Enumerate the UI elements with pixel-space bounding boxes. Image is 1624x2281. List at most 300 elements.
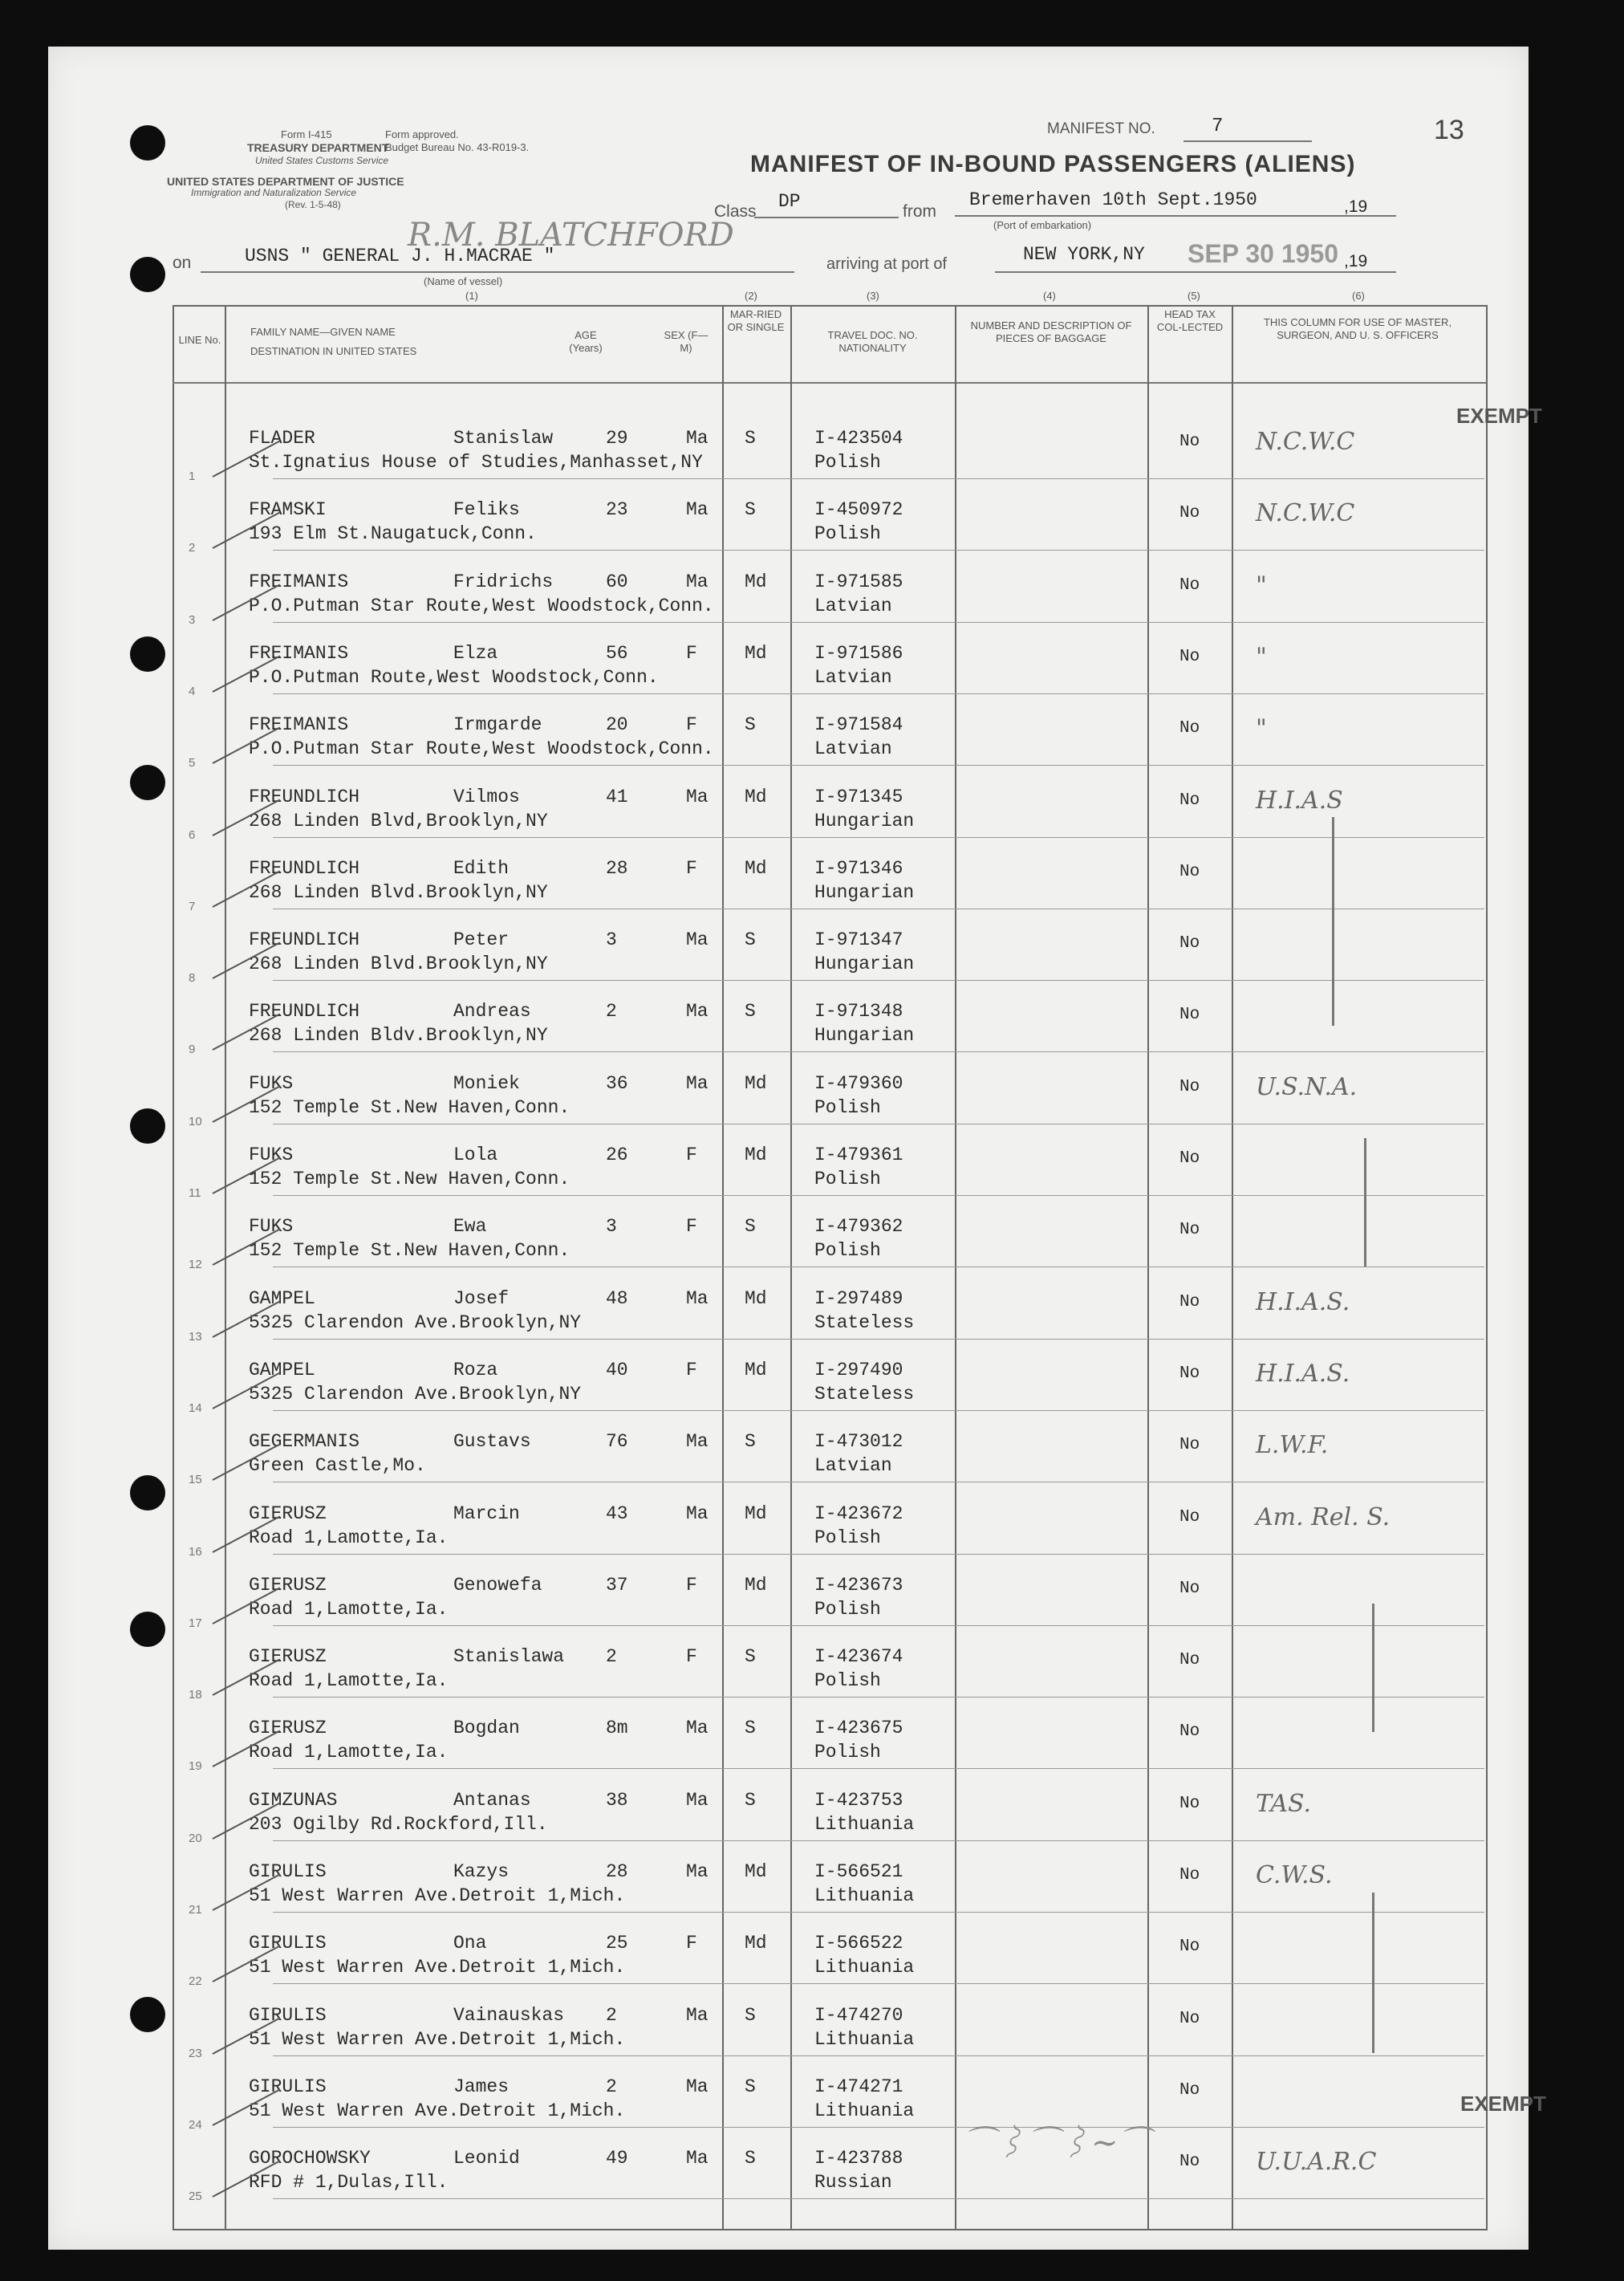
column-number-2: (2) [745,290,757,302]
manifest-number-value: 7 [1212,116,1224,137]
age: 2 [606,2076,617,2097]
dept-justice: UNITED STATES DEPARTMENT OF JUSTICE [167,175,404,188]
vessel-name-label: (Name of vessel) [424,275,503,287]
nationality: Latvian [814,738,892,759]
nationality: Polish [814,1240,881,1261]
officer-note: TAS. [1256,1790,1312,1818]
travel-doc-number: I-423672 [814,1503,903,1524]
form-number: Form I-415 [281,128,332,140]
family-name: FREIMANIS [249,643,349,664]
sex: Ma [686,1503,708,1524]
age: 29 [606,428,628,449]
line-number: 24 [189,2118,202,2132]
nationality: Lithuania [814,1885,915,1906]
from-label: from [903,202,936,221]
sex: Ma [686,2005,708,2026]
sex: Ma [686,1431,708,1452]
sex: Ma [686,1073,708,1094]
header-age: AGE (Years) [569,329,603,354]
officer-note: " [1256,643,1267,671]
officer-note: H.I.A.S [1256,787,1343,815]
header-married: MAR-RIED OR SINGLE [727,308,785,333]
marital-status: Md [745,787,767,807]
age: 23 [606,499,628,520]
row-divider [273,1410,1484,1411]
family-name: GIERUSZ [249,1575,327,1596]
manifest-number-underline [1183,140,1312,142]
line-number: 10 [189,1115,202,1128]
nationality: Polish [814,1169,881,1189]
sex: Ma [686,571,708,592]
head-tax: No [1179,1293,1200,1311]
line-number: 16 [189,1545,202,1559]
travel-doc-number: I-479360 [814,1073,903,1094]
row-divider [273,837,1484,838]
head-tax: No [1179,1866,1200,1885]
row-divider [273,1051,1484,1052]
family-name: GIERUSZ [249,1503,327,1524]
family-name: GIRULIS [249,2076,327,2097]
marital-status: Md [745,1360,767,1380]
row-divider [273,2127,1484,2128]
line-number: 6 [189,828,196,842]
row-divider [273,1768,1484,1769]
age: 43 [606,1503,628,1524]
age: 38 [606,1790,628,1811]
from-underline [955,215,1396,217]
row-divider [273,1697,1484,1698]
punch-hole [130,257,165,292]
marital-status: S [745,2076,756,2097]
given-name: Josef [453,1288,510,1309]
travel-doc-number: I-423673 [814,1575,903,1596]
travel-doc-number: I-474270 [814,2005,903,2026]
head-tax: No [1179,1580,1200,1598]
from-value: Bremerhaven 10th Sept.1950 [969,189,1257,210]
head-tax: No [1179,1078,1200,1096]
nationality: Polish [814,1599,881,1620]
nationality: Hungarian [814,882,915,903]
sex: Ma [686,428,708,449]
nationality: Latvian [814,1455,892,1476]
destination: 5325 Clarendon Ave.Brooklyn,NY [249,1312,582,1333]
punch-hole [130,636,165,672]
line-number: 13 [189,1330,202,1344]
head-tax: No [1179,2153,1200,2171]
age: 56 [606,643,628,664]
destination: 193 Elm St.Naugatuck,Conn. [249,523,537,544]
given-name: Roza [453,1360,498,1380]
age: 41 [606,787,628,807]
travel-doc-number: I-971347 [814,929,903,950]
row-divider [273,765,1484,766]
table-header-divider [173,382,1486,384]
nationality: Latvian [814,667,892,688]
nationality: Stateless [814,1384,915,1405]
travel-doc-number: I-450972 [814,499,903,520]
officer-note: Am. Rel. S. [1256,1503,1391,1531]
nationality: Polish [814,452,881,473]
head-tax: No [1179,791,1200,810]
destination: P.O.Putman Star Route,West Woodstock,Conn. [249,738,714,759]
destination: 152 Temple St.New Haven,Conn. [249,1240,570,1261]
travel-doc-number: I-423753 [814,1790,903,1811]
sex: F [686,1933,697,1954]
class-value: DP [778,191,801,212]
sex: Ma [686,2076,708,2097]
marital-status: Md [745,1861,767,1882]
nationality: Hungarian [814,811,915,831]
row-divider [273,1554,1484,1555]
marital-status: Md [745,1073,767,1094]
punch-hole [130,125,165,161]
head-tax: No [1179,1508,1200,1527]
signature-handwritten: R.M. BLATCHFORD [408,217,734,254]
divider-line-no [225,305,226,2229]
row-divider [273,550,1484,551]
line-number: 19 [189,1759,202,1773]
nationality: Hungarian [814,953,915,974]
dept-treasury: TREASURY DEPARTMENT [247,141,389,154]
line-number: 14 [189,1401,202,1415]
age: 3 [606,1216,617,1237]
marital-status: S [745,2148,756,2169]
age: 2 [606,2005,617,2026]
given-name: Stanislawa [453,1646,565,1667]
travel-doc-number: I-479362 [814,1216,903,1237]
age: 76 [606,1431,628,1452]
header-baggage: NUMBER AND DESCRIPTION OF PIECES OF BAGGAGE [970,319,1132,344]
head-tax: No [1179,2010,1200,2028]
class-underline [754,217,899,218]
family-name: FREIMANIS [249,571,349,592]
manifest-title: MANIFEST OF IN-BOUND PASSENGERS (ALIENS) [750,151,1356,177]
sex: F [686,1360,697,1380]
line-number: 5 [189,756,196,770]
sex: Ma [686,499,708,520]
head-tax: No [1179,1651,1200,1669]
age: 28 [606,858,628,879]
row-divider [273,2198,1484,2199]
line-number: 12 [189,1258,202,1271]
head-tax: No [1179,719,1200,738]
age: 25 [606,1933,628,1954]
officer-note: C.W.S. [1256,1861,1333,1889]
officer-note: U.U.A.R.C [1256,2148,1377,2176]
nationality: Lithuania [814,1957,915,1978]
arriving-label: arriving at port of [826,255,948,273]
nationality: Lithuania [814,2029,915,2050]
line-number: 15 [189,1473,202,1486]
family-name: GIERUSZ [249,1646,327,1667]
destination: 152 Temple St.New Haven,Conn. [249,1169,570,1189]
nationality: Polish [814,1097,881,1118]
sex: F [686,643,697,664]
sex: Ma [686,1790,708,1811]
marital-status: Md [745,571,767,592]
line-number: 25 [189,2190,202,2203]
bracket-line-mark [1364,1138,1366,1267]
marital-status: S [745,1646,756,1667]
travel-doc-number: I-423504 [814,428,903,449]
vessel-prefix: on [173,254,192,272]
row-divider [273,622,1484,623]
head-tax: No [1179,1722,1200,1741]
age: 60 [606,571,628,592]
destination: 5325 Clarendon Ave.Brooklyn,NY [249,1384,582,1405]
destination: RFD # 1,Dulas,Ill. [249,2172,449,2193]
row-divider [273,693,1484,694]
travel-doc-number: I-971348 [814,1001,903,1022]
head-tax: No [1179,1149,1200,1168]
family-name: GIRULIS [249,1933,327,1954]
row-divider [273,1912,1484,1913]
head-tax: No [1179,2081,1200,2100]
form-approval: Form approved. [385,128,459,140]
line-number: 22 [189,1974,202,1988]
age: 8m [606,1718,628,1738]
marital-status: S [745,428,756,449]
age: 2 [606,1646,617,1667]
given-name: James [453,2076,510,2097]
family-name: FUKS [249,1073,294,1094]
family-name: GEGERMANIS [249,1431,360,1452]
destination: Road 1,Lamotte,Ia. [249,1527,449,1548]
family-name: GAMPEL [249,1360,315,1380]
budget-bureau: Budget Bureau No. 43-R019-3. [385,141,530,153]
line-number: 18 [189,1688,202,1702]
age: 3 [606,929,617,950]
travel-doc-number: I-566521 [814,1861,903,1882]
vessel-name: USNS " GENERAL J. H.MACRAE " [245,246,555,266]
age: 26 [606,1145,628,1165]
given-name: Andreas [453,1001,531,1022]
head-tax: No [1179,648,1200,666]
marital-status: S [745,1718,756,1738]
travel-doc-number: I-423675 [814,1718,903,1738]
destination: Green Castle,Mo. [249,1455,426,1476]
marital-status: S [745,499,756,520]
family-name: FUKS [249,1216,294,1237]
manifest-page [48,47,1546,2250]
travel-doc-number: I-971346 [814,858,903,879]
officer-note: " [1256,714,1267,742]
line-number: 1 [189,470,196,483]
travel-doc-number: I-423674 [814,1646,903,1667]
form-revision: (Rev. 1-5-48) [285,199,341,210]
row-divider [273,1983,1484,1984]
officer-note: H.I.A.S. [1256,1288,1350,1316]
punch-hole [130,1108,165,1144]
travel-doc-number: I-297490 [814,1360,903,1380]
header-destination: DESTINATION IN UNITED STATES [250,345,417,357]
given-name: Stanislaw [453,428,554,449]
row-divider [273,2055,1484,2056]
punch-hole [130,1997,165,2032]
given-name: Fridrichs [453,571,554,592]
column-number-4: (4) [1043,290,1056,302]
given-name: Gustavs [453,1431,531,1452]
line-number: 7 [189,900,196,913]
line-number: 23 [189,2047,202,2060]
vessel-underline [201,271,794,273]
punch-hole [130,765,165,800]
row-divider [273,1625,1484,1626]
travel-doc-number: I-566522 [814,1933,903,1954]
destination: 268 Linden Blvd.Brooklyn,NY [249,953,548,974]
marital-status: S [745,2005,756,2026]
column-number-6: (6) [1352,290,1365,302]
age: 37 [606,1575,628,1596]
manifest-number-label: MANIFEST NO. [1047,120,1155,137]
family-name: FREUNDLICH [249,858,360,879]
age: 49 [606,2148,628,2169]
dept-treasury-sub: United States Customs Service [255,155,389,166]
destination: 51 West Warren Ave.Detroit 1,Mich. [249,2029,626,2050]
column-number-1: (1) [465,290,478,302]
given-name: Moniek [453,1073,520,1094]
line-number: 11 [189,1186,201,1200]
officer-note: " [1256,571,1267,600]
sex: F [686,714,697,735]
marital-status: Md [745,1288,767,1309]
given-name: Genowefa [453,1575,542,1596]
marital-status: Md [745,1575,767,1596]
destination: 268 Linden Blvd.Brooklyn,NY [249,882,548,903]
travel-doc-number: I-474271 [814,2076,903,2097]
destination: P.O.Putman Star Route,West Woodstock,Conn. [249,596,714,616]
sex: Ma [686,1001,708,1022]
given-name: Bogdan [453,1718,520,1738]
nationality: Polish [814,1742,881,1763]
travel-doc-number: I-297489 [814,1288,903,1309]
given-name: Vilmos [453,787,520,807]
row-divider [273,980,1484,981]
line-number: 9 [189,1043,196,1056]
family-name: FREIMANIS [249,714,349,735]
age: 48 [606,1288,628,1309]
head-tax: No [1179,1364,1200,1383]
family-name: GIRULIS [249,2005,327,2026]
destination: Road 1,Lamotte,Ia. [249,1742,449,1763]
given-name: Lola [453,1145,498,1165]
marital-status: S [745,714,756,735]
head-tax: No [1179,504,1200,522]
travel-doc-number: I-423788 [814,2148,903,2169]
sex: Ma [686,1718,708,1738]
exempt-stamp-top: EXEMPT [1456,404,1542,428]
header-line-no: LINE No. [178,334,221,346]
column-number-5: (5) [1188,290,1200,302]
given-name: Irmgarde [453,714,542,735]
nationality: Hungarian [814,1025,915,1046]
dept-justice-sub: Immigration and Naturalization Service [191,187,357,198]
head-tax: No [1179,1436,1200,1454]
bracket-line-mark [1332,817,1334,1026]
sex: Ma [686,787,708,807]
head-tax: No [1179,934,1200,953]
column-number-3: (3) [867,290,879,302]
header-sex: SEX (F—M) [664,329,708,354]
line-number: 3 [189,613,196,627]
inspector-signature: ⌒⌇⌒⌇~⌒ [963,2124,1151,2161]
travel-doc-number: I-971345 [814,787,903,807]
header-name: FAMILY NAME—GIVEN NAME [250,326,396,338]
family-name: FREUNDLICH [249,929,360,950]
row-divider [273,1840,1484,1841]
bracket-line-mark [1372,1893,1374,2053]
age: 36 [606,1073,628,1094]
destination: Road 1,Lamotte,Ia. [249,1670,449,1691]
given-name: Ona [453,1933,487,1954]
family-name: FREUNDLICH [249,787,360,807]
travel-doc-number: I-971584 [814,714,903,735]
family-name: GIMZUNAS [249,1790,338,1811]
given-name: Antanas [453,1790,531,1811]
sex: Ma [686,1288,708,1309]
nationality: Stateless [814,1312,915,1333]
header-head-tax: HEAD TAX COL-LECTED [1156,308,1224,333]
officer-note: U.S.N.A. [1256,1073,1358,1101]
family-name: FRAMSKI [249,499,327,520]
travel-doc-number: I-971585 [814,571,903,592]
nationality: Latvian [814,596,892,616]
family-name: GIRULIS [249,1861,327,1882]
marital-status: Md [745,858,767,879]
line-number: 21 [189,1903,202,1917]
age: 2 [606,1001,617,1022]
arrival-date-stamp: SEP 30 1950 [1188,239,1339,268]
given-name: Leonid [453,2148,520,2169]
marital-status: Md [745,1503,767,1524]
marital-status: Md [745,643,767,664]
head-tax: No [1179,1795,1200,1813]
destination: 203 Ogilby Rd.Rockford,Ill. [249,1814,548,1835]
marital-status: S [745,1431,756,1452]
destination: P.O.Putman Route,West Woodstock,Conn. [249,667,659,688]
destination: 152 Temple St.New Haven,Conn. [249,1097,570,1118]
sex: F [686,858,697,879]
row-divider [273,1195,1484,1196]
nationality: Russian [814,2172,892,2193]
family-name: FREUNDLICH [249,1001,360,1022]
nationality: Lithuania [814,1814,915,1835]
head-tax: No [1179,576,1200,595]
given-name: Feliks [453,499,520,520]
given-name: Kazys [453,1861,510,1882]
officer-note: L.W.F. [1256,1431,1329,1459]
sex: Ma [686,2148,708,2169]
family-name: FUKS [249,1145,294,1165]
nationality: Polish [814,1527,881,1548]
punch-hole [130,1475,165,1511]
line-number: 20 [189,1832,202,1845]
head-tax: No [1179,1937,1200,1956]
header-officers: THIS COLUMN FOR USE OF MASTER, SURGEON, AND U. S. OFFICERS [1263,316,1451,341]
line-number: 17 [189,1616,202,1630]
arriving-underline [995,271,1396,273]
class-label: Class [714,202,757,221]
given-name: Peter [453,929,510,950]
row-divider [273,478,1484,479]
officer-note: N.C.W.C [1256,499,1355,527]
given-name: Vainauskas [453,2005,565,2026]
marital-status: Md [745,1933,767,1954]
port-of-embarkation-label: (Port of embarkation) [993,219,1092,231]
arriving-port: NEW YORK,NY [1023,244,1145,265]
age: 28 [606,1861,628,1882]
destination: 268 Linden Blvd,Brooklyn,NY [249,811,548,831]
